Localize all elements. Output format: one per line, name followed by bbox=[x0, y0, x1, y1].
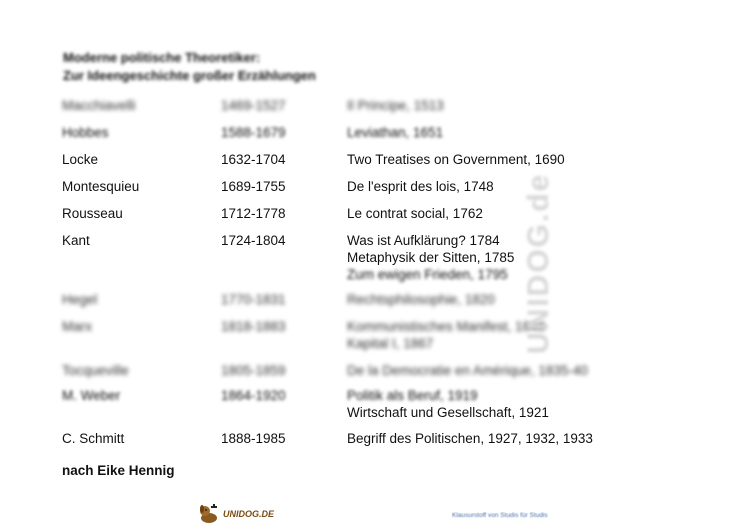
document-heading bbox=[63, 49, 316, 85]
work-title: Zum ewigen Frieden, 1795 bbox=[347, 267, 508, 282]
logo-text: UNIDOG.DE bbox=[223, 509, 275, 519]
life-dates: 1588-1679 bbox=[221, 125, 286, 140]
theorist-name: Locke bbox=[62, 152, 99, 167]
work-title: Kommunistisches Manifest, 1848 bbox=[347, 319, 546, 334]
source-attribution: nach Eike Hennig bbox=[62, 463, 175, 478]
works-list bbox=[347, 97, 727, 114]
work-title: Kapital I, 1867 bbox=[347, 336, 434, 351]
works-list bbox=[347, 387, 727, 421]
theorist-name: Hegel bbox=[62, 292, 98, 307]
life-dates: 1805-1859 bbox=[221, 363, 286, 378]
theorist-name: Hobbes bbox=[62, 125, 109, 140]
work-title: Metaphysik der Sitten, 1785 bbox=[347, 250, 515, 265]
heading-line-2: Zur Ideengeschichte großer Erzählungen bbox=[63, 68, 316, 83]
life-dates: 1818-1883 bbox=[221, 319, 286, 334]
heading-line-1: Moderne politische Theoretiker: bbox=[63, 50, 261, 65]
footer-note: Klausurstoff von Studis für Studis bbox=[452, 512, 548, 519]
works-list bbox=[347, 430, 727, 447]
work-title: Begriff des Politischen, 1927, 1932, 1933 bbox=[347, 431, 593, 446]
life-dates: 1770-1831 bbox=[221, 292, 286, 307]
work-title: Was ist Aufklärung? 1784 bbox=[347, 233, 500, 248]
theorist-name: Montesquieu bbox=[62, 179, 140, 194]
life-dates: 1888-1985 bbox=[221, 431, 286, 446]
life-dates: 1689-1755 bbox=[221, 179, 286, 194]
works-list bbox=[347, 362, 727, 379]
life-dates: 1864-1920 bbox=[221, 388, 286, 403]
theorist-name: Marx bbox=[62, 319, 92, 334]
work-title: Le contrat social, 1762 bbox=[347, 206, 483, 221]
theorist-name: M. Weber bbox=[62, 388, 121, 403]
life-dates: 1469-1527 bbox=[221, 98, 286, 113]
work-title: Two Treatises on Government, 1690 bbox=[347, 152, 565, 167]
work-title: Leviathan, 1651 bbox=[347, 125, 444, 140]
work-title: De l'esprit des lois, 1748 bbox=[347, 179, 494, 194]
theorist-name: Kant bbox=[62, 233, 90, 248]
life-dates: 1724-1804 bbox=[221, 233, 286, 248]
work-title: Politik als Beruf, 1919 bbox=[347, 388, 478, 403]
life-dates: 1632-1704 bbox=[221, 152, 286, 167]
theorist-name: Macchiavelli bbox=[62, 98, 136, 113]
work-title: De la Democratie en Amérique, 1835-40 bbox=[347, 363, 588, 378]
theorist-name: C. Schmitt bbox=[62, 431, 125, 446]
work-title: Il Principe, 1513 bbox=[347, 98, 444, 113]
unidog-logo bbox=[197, 503, 274, 525]
dog-icon bbox=[197, 503, 221, 525]
life-dates: 1712-1778 bbox=[221, 206, 286, 221]
work-title: Rechtsphilosophie, 1820 bbox=[347, 292, 495, 307]
work-title: Wirtschaft und Gesellschaft, 1921 bbox=[347, 405, 549, 420]
theorist-name: Rousseau bbox=[62, 206, 123, 221]
theorist-name: Tocqueville bbox=[62, 363, 129, 378]
watermark: UNIDOG.de bbox=[522, 172, 555, 354]
